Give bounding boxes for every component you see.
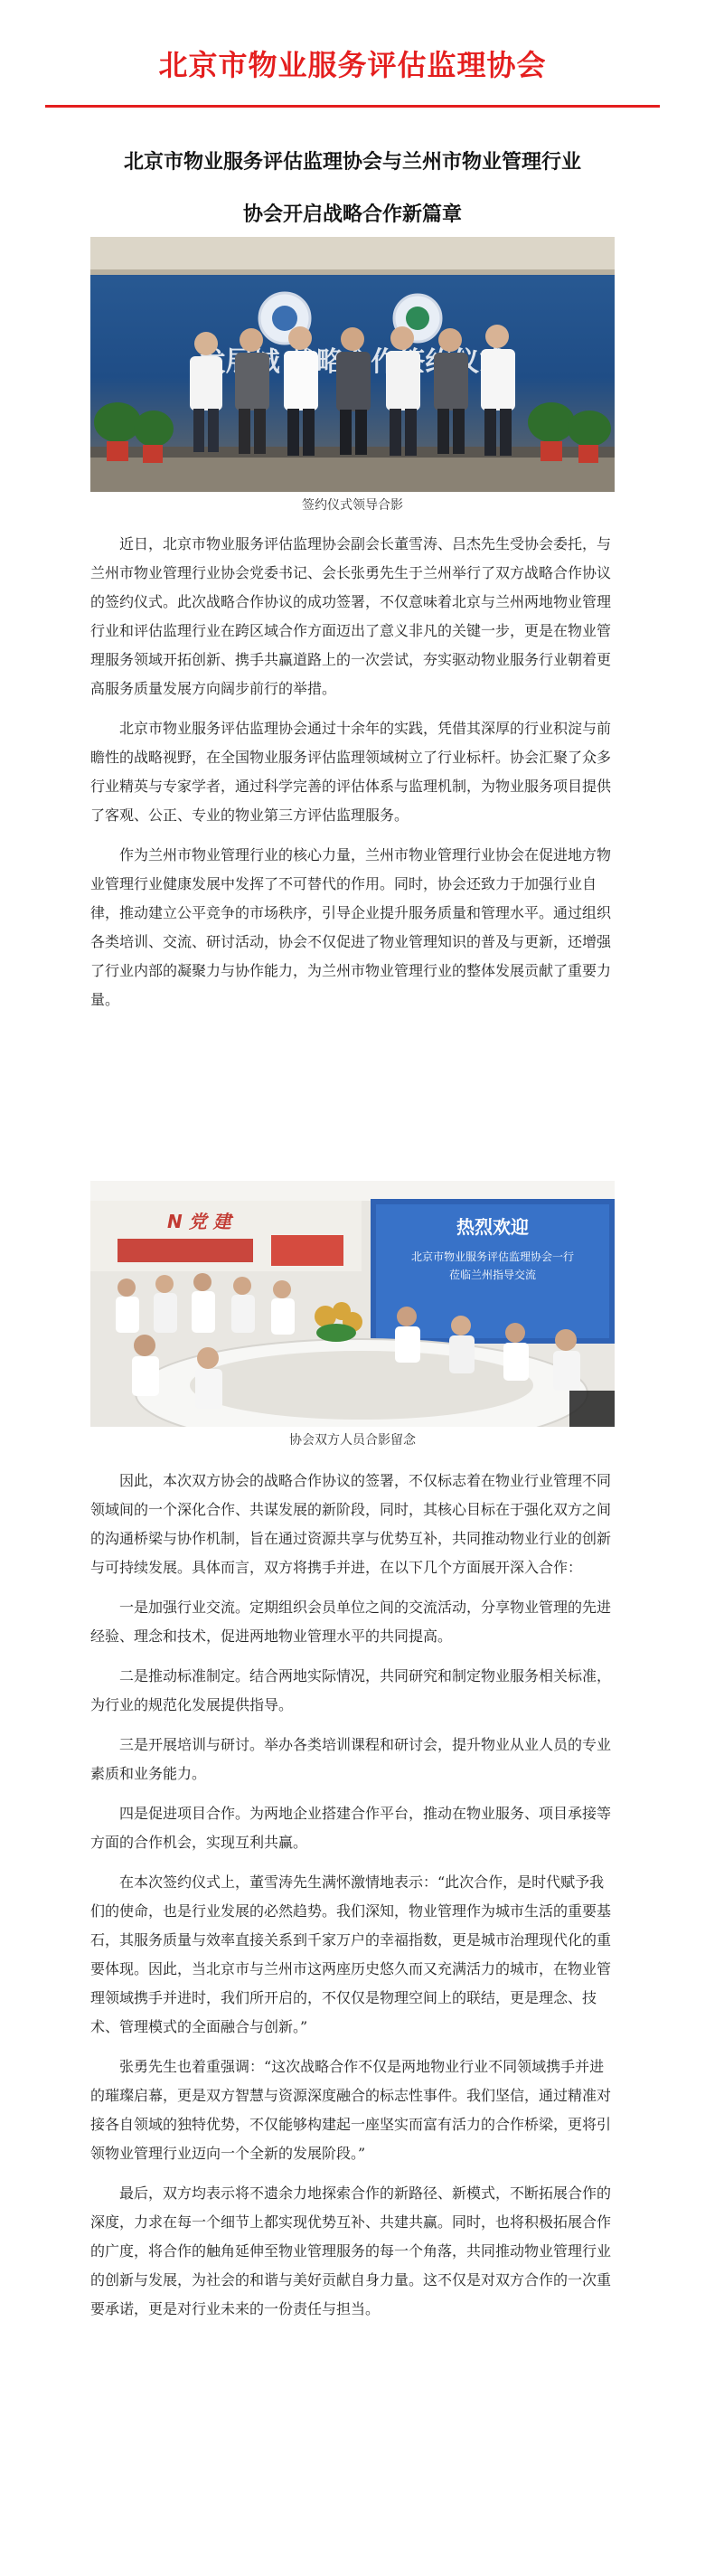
group-photo [90,1181,615,1427]
svg-text:N 党 建: N 党 建 [167,1211,231,1232]
masthead [0,0,705,99]
photo2-screen-line1: 北京市物业服务评估监理协会一行 [410,1250,575,1263]
masthead-title: 北京市物业服务评估监理协会 [158,48,547,82]
photo2-caption: 协会双方人员合影留念 [289,1433,416,1448]
paragraph-point-standards: 二是推动标准制定。结合两地实际情况，共同研究和制定物业服务相关标准，为行业的规范化发展提供指导。 [90,1667,612,1713]
paragraph-dong-quote: 在本次签约仪式上，董雪涛先生满怀激情地表示：“此次合作，是时代赋予我们的使命，也是行业发展的必然趋势。我们深知，物业管理作为城市生活的重要基石，其服务质量与效率直接关系到千家万户的幸福指数，更是城市治理现代化的重要体现。因此，当北京市与兰州市这两座历史悠久而又充满活力的城市，在物业管理领域携手并进时，我们所开启的，不仅仅是物理空间上的联结，更是理念、技术、管理模式的全面融合与创新。” [90,1873,612,2035]
paragraph-point-projects: 四是促进项目合作。为两地企业搭建合作平台，推动在物业服务、项目承接等方面的合作机会，实现互利共赢。 [90,1805,612,1851]
paragraph-beijing-association: 北京市物业服务评估监理协会通过十余年的实践，凭借其深厚的行业积淀与前瞻性的战略视野，在全国物业服务评估监理领域树立了行业标杆。协会汇聚了众多行业精英与专家学者，通过科学完善的评估体系与监理机制，为物业服务项目提供了客观、公正、专业的物业第三方评估监理服务。 [90,720,612,824]
photo2-screen-title: 热烈欢迎 [456,1216,529,1238]
paragraph-point-exchange: 一是加强行业交流。定期组织会员单位之间的交流活动，分享物业管理的先进经验、理念和技术，促进两地物业管理水平的共同提高。 [90,1599,612,1645]
article-title [0,136,705,241]
masthead-divider [45,105,660,108]
photo1-caption: 签约仪式领导合影 [302,498,403,513]
paragraph-lanzhou-association: 作为兰州市物业管理行业的核心力量，兰州市物业管理行业协会在促进地方物业管理行业健康发展中发挥了不可替代的作用。同时，协会还致力于加强行业自律，推动建立公平竞争的市场秩序，引导企业提升服务质量和管理水平。通过组织各类培训、交流、研讨活动，协会不仅促进了物业管理知识的普及与更新，还增强了行业内部的凝聚力与协作能力，为兰州市物业管理行业的整体发展贡献了重要力量。 [90,846,612,1008]
paragraph-intro: 近日，北京市物业服务评估监理协会副会长董雪涛、吕杰先生受协会委托，与兰州市物业管理行业协会党委书记、会长张勇先生于兰州举行了双方战略合作协议的签约仪式。此次战略合作协议的成功签署，不仅意味着北京与兰州两地物业管理行业和评估监理行业在跨区域合作方面迈出了意义非凡的关键一步，更是在物业管理服务领域开拓创新、携手共赢道路上的一次尝试，夯实驱动物业服务行业朝着更高服务质量发展方向阔步前行的举措。 [90,535,612,697]
photo2-screen-line2: 莅临兰州指导交流 [448,1269,537,1281]
article-title-line1: 北京市物业服务评估监理协会与兰州市物业管理行业 [123,150,581,174]
article-body-part2 [90,1467,615,2335]
paragraph-cooperation-overview: 因此，本次双方协会的战略合作协议的签署，不仅标志着在物业行业管理不同领域间的一个深化合作、共谋发展的新阶段，同时，其核心目标在于强化双方之间的沟通桥梁与协作机制，旨在通过资源共享与优势互补，共同推动物业行业的创新与可持续发展。具体而言，双方将携手并进，在以下几个方面展开深入合作： [90,1472,612,1576]
paragraph-zhang-quote: 张勇先生也着重强调：“这次战略合作不仅是两地物业行业不同领域携手并进的璀璨启幕，更是双方智慧与资源深度融合的标志性事件。我们坚信，通过精准对接各自领域的独特优势，不仅能够构建起一座坚实而富有活力的合作桥梁，更将引领物业管理行业迈向一个全新的发展阶段。” [90,2058,612,2162]
paragraph-point-training: 三是开展培训与研讨。举办各类培训课程和研讨会，提升物业从业人员的专业素质和业务能力。 [90,1736,612,1782]
article-title-line2: 协会开启战略合作新篇章 [242,203,462,226]
paragraph-conclusion: 最后，双方均表示将不遗余力地探索合作的新路径、新模式，不断拓展合作的深度，力求在每一个细节上都实现优势互补、共建共赢。同时，也将积极拓展合作的广度，将合作的触角延伸至物业管理服务的每一个角落，共同推动物业管理行业的创新与发展，为社会的和谐与美好贡献自身力量。这不仅是对双方合作的一次重要承诺，更是对行业未来的一份责任与担当。 [90,2184,612,2317]
article-body-part1 [90,530,615,1025]
signing-ceremony-photo [90,237,615,492]
